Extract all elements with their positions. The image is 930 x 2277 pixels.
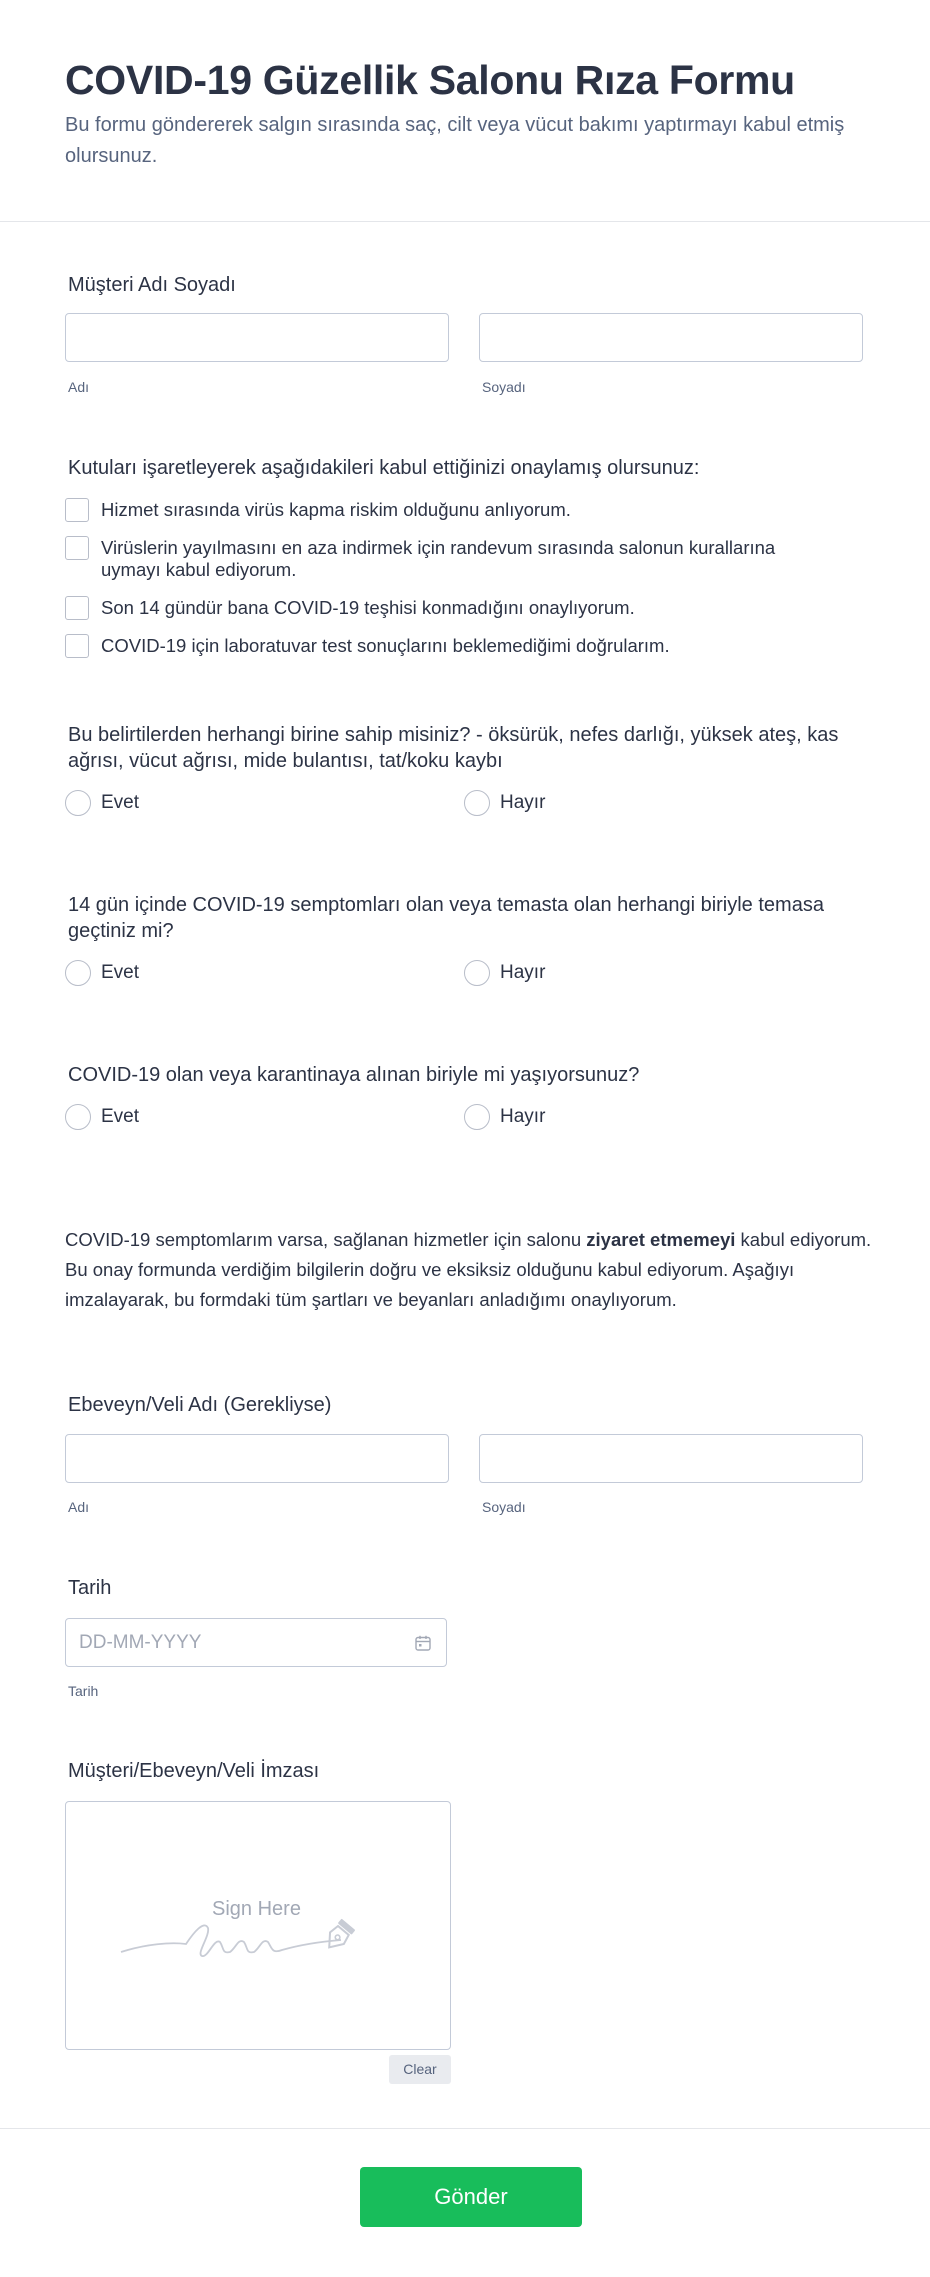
guardian-last-name-input[interactable]: [479, 1434, 863, 1483]
radio-label: Evet: [101, 792, 140, 813]
agreement-option[interactable]: [65, 634, 865, 658]
client-name-label: Müşteri Adı Soyadı: [68, 274, 236, 296]
form-header: [0, 0, 930, 222]
statement-text-end: kabul ediyorum. Bu onay formunda verdiğim bilgilerin doğru ve eksiksiz olduğunu kabul ediyorum. Aşağıyı imzalayarak, bu formdaki tüm şartları ve beyanları anladığımı onaylıyorum.: [65, 1229, 872, 1310]
radio-label: Hayır: [500, 792, 546, 813]
radio-label: Hayır: [500, 1106, 546, 1127]
radio-label: Hayır: [500, 962, 546, 983]
contact-no-option[interactable]: [464, 960, 545, 986]
agreement-text: Virüslerin yayılmasını en aza indirmek için randevum sırasında salonun kurallarına uymayı kabul ediyorum.: [101, 537, 776, 580]
form-footer: [0, 2128, 930, 2277]
agreement-checkbox[interactable]: [65, 498, 89, 522]
date-sublabel: Tarih: [68, 1683, 99, 1699]
agreement-checkbox[interactable]: [65, 536, 89, 560]
date-input[interactable]: [65, 1618, 447, 1667]
form-title: COVID-19 Güzellik Salonu Rıza Formu: [65, 57, 795, 103]
date-placeholder: DD-MM-YYYY: [79, 1632, 202, 1653]
household-no-option[interactable]: [464, 1104, 545, 1130]
form-subtitle: Bu formu göndererek salgın sırasında saç, cilt veya vücut bakımı yaptırmayı kabul etmiş olursunuz.: [65, 114, 845, 167]
radio-label: Evet: [101, 1106, 140, 1127]
calendar-icon[interactable]: [414, 1634, 432, 1652]
signature-label: Müşteri/Ebeveyn/Veli İmzası: [68, 1760, 320, 1782]
radio-button[interactable]: [464, 1104, 490, 1130]
guardian-first-name-input[interactable]: [65, 1434, 449, 1483]
agreement-option[interactable]: [65, 498, 865, 522]
radio-button[interactable]: [464, 790, 490, 816]
radio-button[interactable]: [65, 1104, 91, 1130]
signature-placeholder: Sign Here: [212, 1898, 301, 1920]
radio-button[interactable]: [65, 960, 91, 986]
household-yes-option[interactable]: [65, 1104, 139, 1130]
radio-label: Evet: [101, 962, 140, 983]
agreement-checkbox[interactable]: [65, 634, 89, 658]
symptoms-no-option[interactable]: [464, 790, 545, 816]
client-first-name-input[interactable]: [65, 313, 449, 362]
date-label: Tarih: [68, 1577, 112, 1599]
agreement-option[interactable]: [65, 536, 865, 581]
client-last-name-sublabel: Soyadı: [482, 379, 526, 395]
submit-button[interactable]: Gönder: [360, 2167, 582, 2227]
statement-text: COVID-19 semptomlarım varsa, sağlanan hizmetler için salonu: [65, 1229, 587, 1250]
statement-bold: ziyaret etmemeyi: [586, 1229, 736, 1250]
signature-pad[interactable]: [65, 1801, 451, 2050]
agreement-option[interactable]: [65, 596, 865, 620]
guardian-name-label: Ebeveyn/Veli Adı (Gerekliyse): [68, 1394, 332, 1416]
agreement-checkbox[interactable]: [65, 596, 89, 620]
radio-button[interactable]: [464, 960, 490, 986]
symptoms-question-label: Bu belirtilerden herhangi birine sahip misiniz? - öksürük, nefes darlığı, yüksek ateş, kas ağrısı, vücut ağrısı, mide bulantısı, tat/koku kaybı: [68, 724, 839, 772]
agreement-text: Son 14 gündür bana COVID-19 teşhisi konmadığını onaylıyorum.: [101, 597, 635, 618]
contact-question-label: 14 gün içinde COVID-19 semptomları olan veya temasta olan herhangi biriyle temasa geçtiniz mi?: [68, 894, 824, 942]
guardian-last-name-sublabel: Soyadı: [482, 1499, 526, 1515]
agreement-text: Hizmet sırasında virüs kapma riskim olduğunu anlıyorum.: [101, 499, 571, 520]
client-first-name-sublabel: Adı: [68, 379, 90, 395]
contact-yes-option[interactable]: [65, 960, 139, 986]
clear-signature-button[interactable]: Clear: [389, 2055, 451, 2084]
radio-button[interactable]: [65, 790, 91, 816]
agreement-text: COVID-19 için laboratuvar test sonuçlarını beklemediğimi doğrularım.: [101, 635, 670, 656]
household-question-label: COVID-19 olan veya karantinaya alınan biriyle mi yaşıyorsunuz?: [68, 1064, 640, 1086]
client-last-name-input[interactable]: [479, 313, 863, 362]
symptoms-yes-option[interactable]: [65, 790, 139, 816]
guardian-first-name-sublabel: Adı: [68, 1499, 90, 1515]
consent-statement: [65, 1225, 875, 1315]
agreements-label: Kutuları işaretleyerek aşağıdakileri kabul ettiğinizi onaylamış olursunuz:: [68, 457, 700, 479]
